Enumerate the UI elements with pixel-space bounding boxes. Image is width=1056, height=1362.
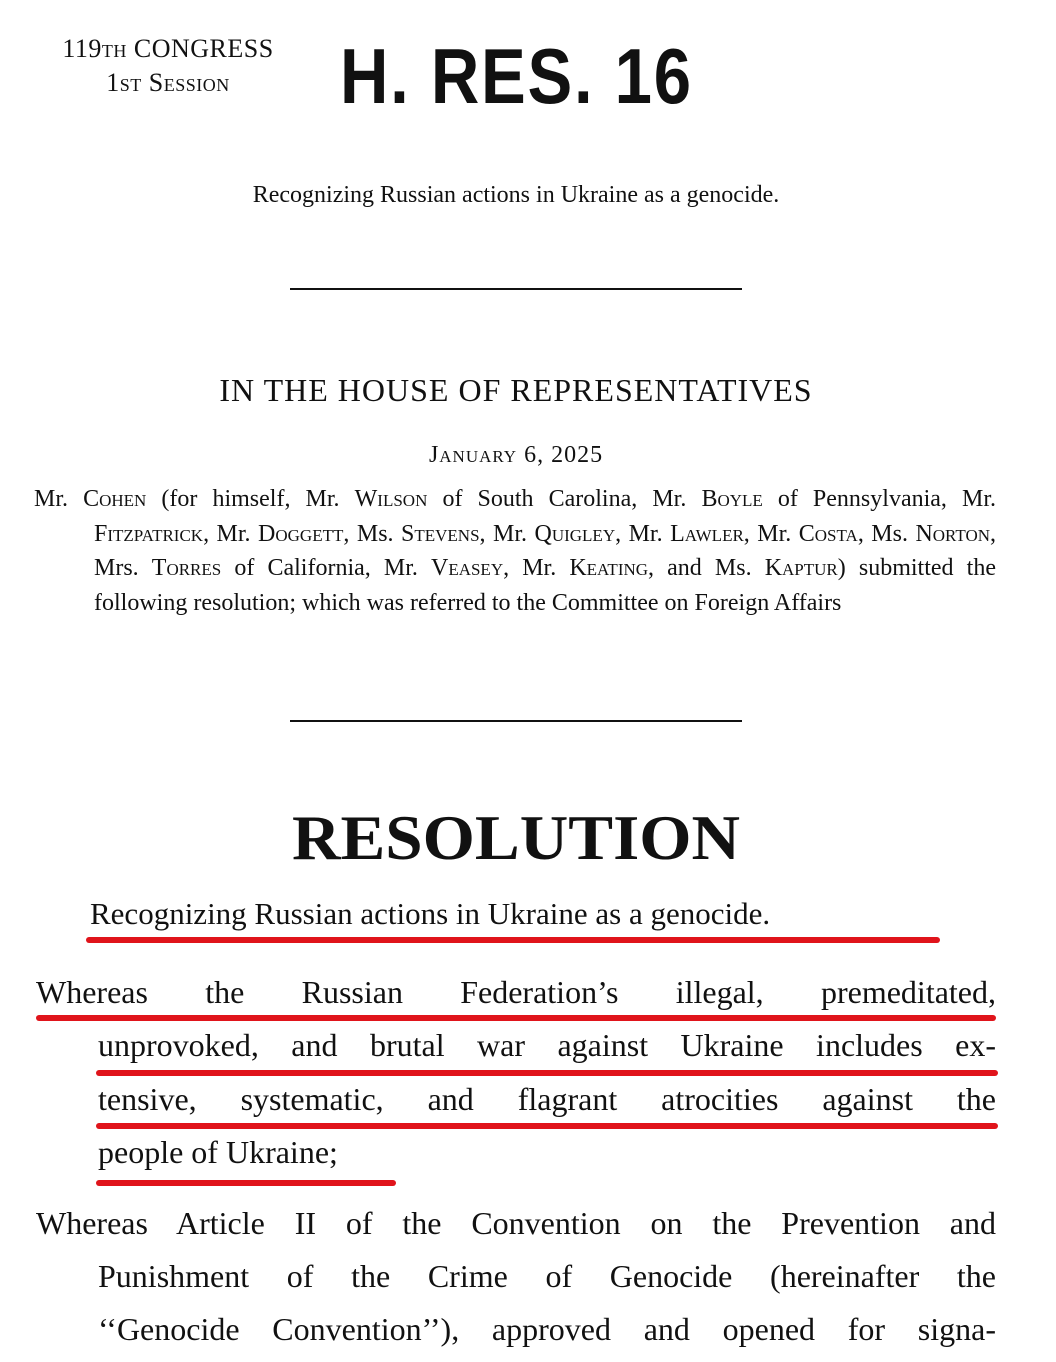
highlight-underline xyxy=(86,937,940,943)
short-title: Recognizing Russian actions in Ukraine as a genocide. xyxy=(252,182,780,208)
sponsors-paragraph: Mr. Cohen (for himself, Mr. Wilson of South Carolina, Mr. Boyle of Pennsylvania, Mr. Fitzpatrick, Mr. Doggett, Ms. Stevens, Mr. Quigley, Mr. Lawler, Mr. Costa, Ms. Norton, Mrs. Torres of California, Mr. Veasey, Mr. Keating, and Ms. Kaptur) submitted the following resolution; which was referred to the Committee on Foreign Affairs xyxy=(34,486,997,616)
whereas-line: Whereas the Russian Federation’s illegal, premeditated, xyxy=(36,974,996,1010)
whereas-line: unprovoked, and brutal war against Ukraine includes ex- xyxy=(98,1027,996,1063)
divider xyxy=(290,720,742,722)
whereas-line: ‘‘Genocide Convention’’), approved and opened for signa- xyxy=(98,1311,996,1347)
congress-session-label xyxy=(18,32,318,100)
whereas-line: tensive, systematic, and flagrant atrocities against the xyxy=(98,1081,996,1117)
congress-line: 119th CONGRESS xyxy=(62,34,274,63)
divider xyxy=(290,288,742,290)
introduction-date: January 6, 2025 xyxy=(428,442,604,468)
chamber-heading: IN THE HOUSE OF REPRESENTATIVES xyxy=(219,372,813,408)
highlight-underline xyxy=(36,1015,996,1021)
highlight-underline xyxy=(96,1070,998,1076)
session-line: 1st Session xyxy=(106,68,230,97)
highlight-underline xyxy=(96,1123,998,1129)
resolution-heading: RESOLUTION xyxy=(291,802,741,873)
whereas-line: Punishment of the Crime of Genocide (hereinafter the xyxy=(98,1258,996,1294)
resolution-title: Recognizing Russian actions in Ukraine as a genocide. xyxy=(90,896,771,931)
whereas-line: Whereas Article II of the Convention on the Prevention and xyxy=(36,1205,996,1241)
bill-number: H. RES. 16 xyxy=(340,32,693,120)
highlight-underline xyxy=(96,1180,396,1186)
whereas-line: people of Ukraine; xyxy=(98,1134,338,1170)
